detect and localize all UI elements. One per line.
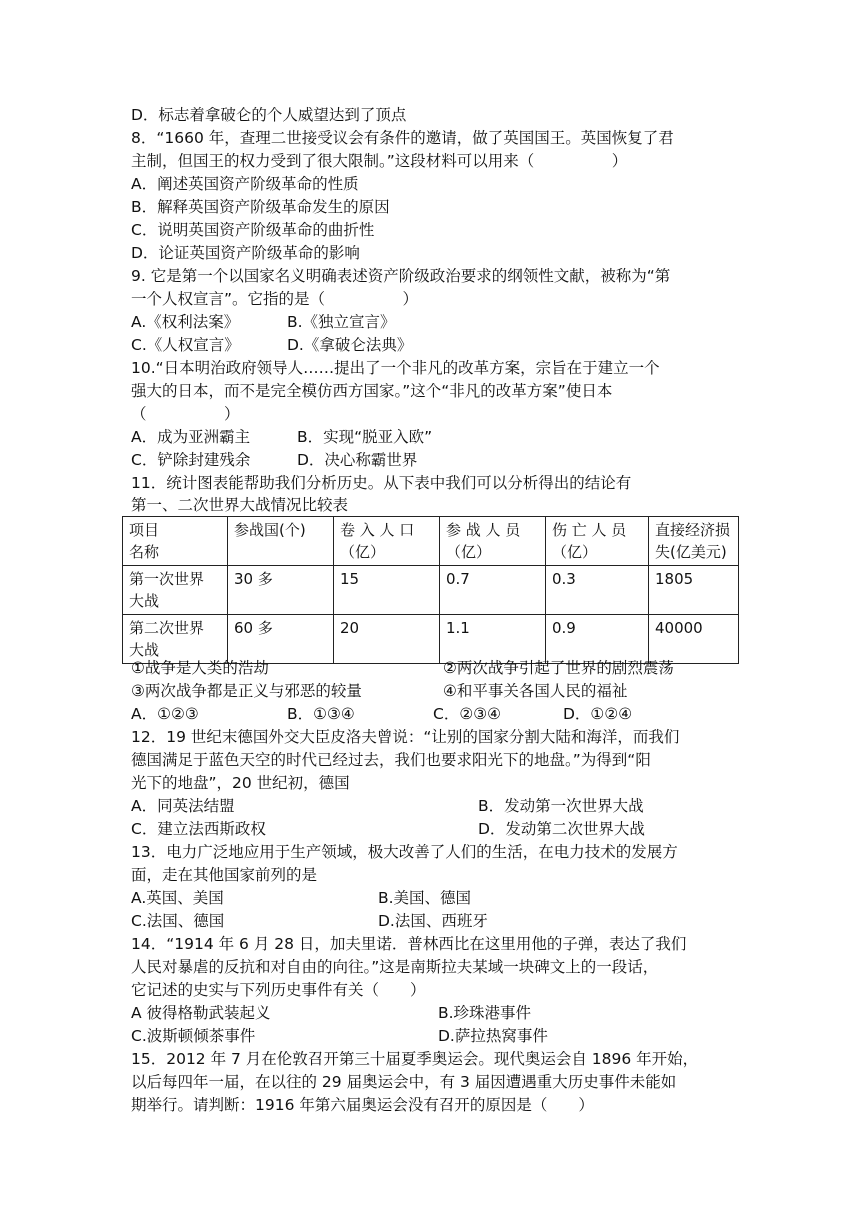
q14-stem-line3: 它记述的史实与下列历史事件有关（ ） bbox=[131, 981, 426, 999]
cell-text: 0.7 bbox=[446, 570, 470, 588]
cell-text: 40000 bbox=[655, 619, 703, 637]
q8-option-b: B．解释英国资产阶级革命发生的原因 bbox=[131, 198, 390, 216]
q14-stem-line1: 14．“1914 年 6 月 28 日，加夫里诺．普林西比在这里用他的子弹，表达了我们 bbox=[131, 935, 687, 953]
header-text-line1: 伤 亡 人 员 bbox=[552, 521, 627, 539]
q14-option-b: B.珍珠港事件 bbox=[438, 1004, 532, 1022]
q10-option-b: B．实现“脱亚入欧” bbox=[297, 428, 433, 446]
q9-stem-line1: 9. 它是第一个以国家名义明确表述资产阶级政治要求的纲领性文献，被称为“第 bbox=[131, 267, 671, 285]
q14-stem-line2: 人民对暴虐的反抗和对自由的向往。”这是南斯拉夫某域一块碑文上的一段话， bbox=[131, 958, 659, 976]
q11-option-b: B．①③④ bbox=[287, 705, 355, 723]
table-cell bbox=[546, 566, 649, 615]
q11-table-title: 第一、二次世界大战情况比较表 bbox=[131, 496, 349, 514]
q10-option-c: C．铲除封建残余 bbox=[131, 451, 251, 469]
q9-stem-line2: 一个人权宣言”。它指的是（ ） bbox=[131, 290, 419, 308]
header-text: 参战国(个) bbox=[234, 521, 306, 539]
table-header-row bbox=[123, 517, 739, 566]
q14-option-c: C.波斯顿倾茶事件 bbox=[131, 1027, 256, 1045]
q10-stem-line1: 10.“日本明治政府领导人……提出了一个非凡的改革方案，宗旨在于建立一个 bbox=[131, 359, 660, 377]
q13-option-a: A.英国、美国 bbox=[131, 889, 224, 907]
q9-option-d: D.《拿破仑法典》 bbox=[287, 336, 413, 354]
q8-stem-line1: 8．“1660 年，查理二世接受议会有条件的邀请，做了英国国王。英国恢复了君 bbox=[131, 129, 674, 147]
q10-option-a: A．成为亚洲霸主 bbox=[131, 428, 251, 446]
q7-option-d: D．标志着拿破仑的个人威望达到了顶点 bbox=[131, 106, 407, 124]
table-cell bbox=[123, 566, 228, 615]
q15-stem-line3: 期举行。请判断：1916 年第六届奥运会没有召开的原因是（ ） bbox=[131, 1096, 594, 1114]
q8-option-d: D．论证英国资产阶级革命的影响 bbox=[131, 244, 360, 262]
q11-stem-line1: 11．统计图表能帮助我们分析历史。从下表中我们可以分析得出的结论有 bbox=[131, 474, 632, 492]
cell-text: 0.9 bbox=[552, 619, 576, 637]
q12-stem-line2: 德国满足于蓝色天空的时代已经过去，我们也要求阳光下的地盘。”为得到“阳 bbox=[131, 751, 651, 769]
table-cell bbox=[440, 566, 546, 615]
q12-stem-line1: 12．19 世纪末德国外交大臣皮洛夫曾说：“让别的国家分割大陆和海洋，而我们 bbox=[131, 728, 680, 746]
q8-stem-line2: 主制，但国王的权力受到了很大限制。”这段材料可以用来（ ） bbox=[131, 152, 628, 170]
cell-text: 30 多 bbox=[234, 570, 273, 588]
cell-text-line2: 大战 bbox=[129, 641, 160, 659]
table-cell bbox=[334, 615, 440, 664]
q13-option-b: B.美国、德国 bbox=[378, 889, 472, 907]
q12-option-b: B．发动第一次世界大战 bbox=[478, 797, 644, 815]
header-text-line1: 卷 入 人 口 bbox=[340, 521, 415, 539]
q15-stem-line2: 以后每四年一届，在以往的 29 届奥运会中，有 3 届因遭遇重大历史事件未能如 bbox=[131, 1073, 677, 1091]
header-text-line1: 直接经济损 bbox=[655, 521, 731, 539]
table-header-cell bbox=[546, 517, 649, 566]
cell-text: 60 多 bbox=[234, 619, 273, 637]
cell-text-line1: 第一次世界 bbox=[129, 570, 205, 588]
q13-stem-line2: 面，走在其他国家前列的是 bbox=[131, 866, 318, 884]
cell-text-line1: 第二次世界 bbox=[129, 619, 205, 637]
q14-option-d: D.萨拉热窝事件 bbox=[438, 1027, 548, 1045]
q12-option-d: D．发动第二次世界大战 bbox=[478, 820, 645, 838]
q10-stem-line3: （ ） bbox=[131, 405, 240, 423]
q9-option-a: A.《权利法案》 bbox=[131, 313, 240, 331]
table-header-cell bbox=[228, 517, 334, 566]
table-cell bbox=[649, 566, 739, 615]
cell-text: 15 bbox=[340, 570, 360, 588]
q13-option-c: C.法国、德国 bbox=[131, 912, 225, 930]
q10-option-d: D．决心称霸世界 bbox=[297, 451, 418, 469]
q15-stem-line1: 15．2012 年 7 月在伦敦召开第三十届夏季奥运会。现代奥运会自 1896 年开始， bbox=[131, 1050, 699, 1068]
cell-text: 1805 bbox=[655, 570, 694, 588]
cell-text: 1.1 bbox=[446, 619, 470, 637]
cell-text: 0.3 bbox=[552, 570, 576, 588]
q13-stem-line1: 13．电力广泛地应用于生产领域，极大改善了人们的生活，在电力技术的发展方 bbox=[131, 843, 678, 861]
header-text-line1: 项目 bbox=[129, 521, 160, 539]
table-row bbox=[123, 566, 739, 615]
q11-option-c: C．②③④ bbox=[433, 705, 502, 723]
header-text-line2: （亿） bbox=[552, 543, 598, 561]
q12-stem-line3: 光下的地盘”，20 世纪初，德国 bbox=[131, 774, 350, 792]
war-comparison-table bbox=[122, 516, 739, 664]
q11-option-a: A．①②③ bbox=[131, 705, 199, 723]
header-text-line2: 名称 bbox=[129, 543, 160, 561]
table-cell bbox=[334, 566, 440, 615]
q9-option-c: C.《人权宣言》 bbox=[131, 336, 240, 354]
q11-option-d: D．①②④ bbox=[563, 705, 633, 723]
q11-statement-3: ③两次战争都是正义与邪恶的较量 bbox=[131, 682, 362, 700]
q11-statement-4: ④和平事关各国人民的福祉 bbox=[443, 682, 628, 700]
q11-statement-2: ②两次战争引起了世界的剧烈震荡 bbox=[443, 659, 674, 677]
table-header-cell bbox=[440, 517, 546, 566]
q9-option-b: B.《独立宣言》 bbox=[287, 313, 396, 331]
q13-option-d: D.法国、西班牙 bbox=[378, 912, 488, 930]
header-text-line2: 失(亿美元) bbox=[655, 543, 727, 561]
q12-option-c: C．建立法西斯政权 bbox=[131, 820, 266, 838]
table-header-cell bbox=[123, 517, 228, 566]
q12-option-a: A．同英法结盟 bbox=[131, 797, 235, 815]
header-text-line2: （亿） bbox=[446, 543, 492, 561]
q11-statement-1: ①战争是人类的浩劫 bbox=[131, 659, 269, 677]
q8-option-c: C．说明英国资产阶级革命的曲折性 bbox=[131, 221, 375, 239]
header-text-line2: （亿） bbox=[340, 543, 386, 561]
q14-option-a: A 彼得格勒武装起义 bbox=[131, 1004, 271, 1022]
table-cell bbox=[228, 566, 334, 615]
cell-text: 20 bbox=[340, 619, 360, 637]
table-header-cell bbox=[649, 517, 739, 566]
q8-option-a: A．阐述英国资产阶级革命的性质 bbox=[131, 175, 359, 193]
cell-text-line2: 大战 bbox=[129, 592, 160, 610]
q10-stem-line2: 强大的日本，而不是完全模仿西方国家。”这个“非凡的改革方案”使日本 bbox=[131, 382, 613, 400]
table-header-cell bbox=[334, 517, 440, 566]
header-text-line1: 参 战 人 员 bbox=[446, 521, 521, 539]
